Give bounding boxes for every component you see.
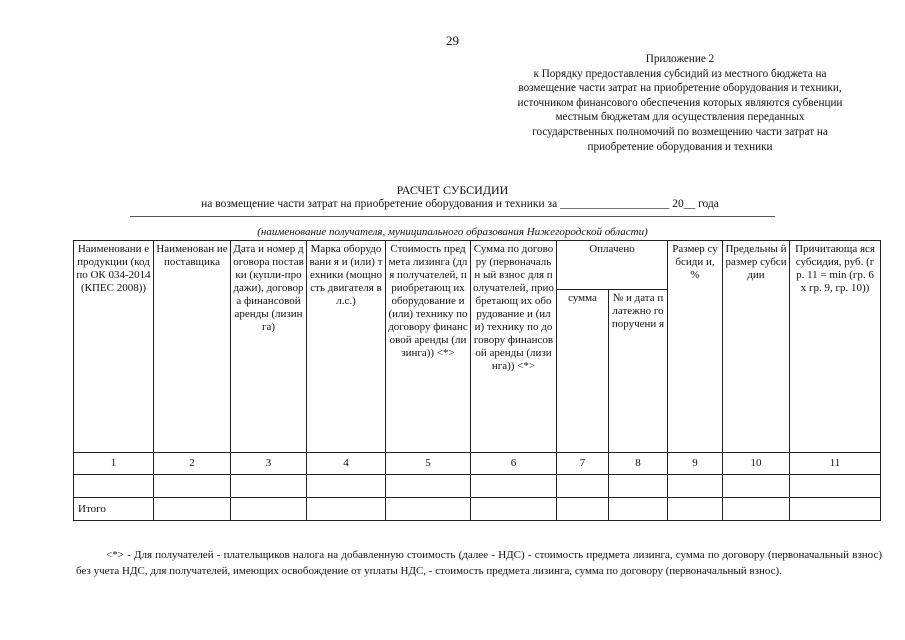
header-brand: Марка оборудовани я и (или) техники (мощность двигателя в л.с.) — [307, 241, 386, 453]
column-number: 5 — [386, 453, 471, 475]
table-cell — [471, 498, 557, 521]
column-number: 6 — [471, 453, 557, 475]
header-lease-cost: Стоимость предмета лизинга (для получателей, приобретающ их оборудование и (или) технику по договору финансовой аренды (лизинга)) <*> — [386, 241, 471, 453]
header-due-subsidy: Причитающа яся субсидия, руб. (гр. 11 = min (гр. 6 x гр. 9, гр. 10)) — [790, 241, 881, 453]
table-cell — [557, 498, 609, 521]
table-cell — [74, 475, 154, 498]
document-subtitle: на возмещение части затрат на приобретение оборудования и техники за ___________________ 20__ года — [201, 198, 719, 210]
table-cell — [386, 475, 471, 498]
appendix-line: государственных полномочий по возмещению части затрат на — [532, 125, 828, 138]
column-number: 7 — [557, 453, 609, 475]
appendix-line: Приложение 2 — [645, 53, 715, 65]
table-cell — [668, 498, 723, 521]
header-row — [74, 241, 881, 290]
table-cell — [609, 475, 668, 498]
column-number: 9 — [668, 453, 723, 475]
table-cell — [154, 498, 231, 521]
header-max-subsidy: Предельны й размер субсидии — [723, 241, 790, 453]
header-paid: Оплачено — [557, 241, 668, 290]
column-number-row — [74, 453, 881, 475]
table-cell — [668, 475, 723, 498]
table-cell — [307, 475, 386, 498]
subsidy-table — [73, 240, 881, 521]
table-cell — [154, 475, 231, 498]
appendix-header — [470, 52, 890, 154]
appendix-line: к Порядку предоставления субсидий из местного бюджета на — [533, 67, 827, 80]
header-product: Наименовани е продукции (код по ОК 034-2014 (КПЕС 2008)) — [74, 241, 154, 453]
column-number: 4 — [307, 453, 386, 475]
document-title: РАСЧЕТ СУБСИДИИ — [396, 183, 509, 197]
header-paid-sum: сумма — [557, 290, 609, 453]
table-cell — [790, 475, 881, 498]
appendix-line: местным бюджетам для осуществления переданных — [555, 111, 805, 124]
table-cell — [723, 475, 790, 498]
table-cell — [307, 498, 386, 521]
column-number: 3 — [231, 453, 307, 475]
recipient-line — [130, 216, 775, 217]
table-cell — [723, 498, 790, 521]
table-cell — [790, 498, 881, 521]
column-number: 8 — [609, 453, 668, 475]
column-number: 1 — [74, 453, 154, 475]
table-cell — [471, 475, 557, 498]
footnote: <*> - Для получателей - плательщиков налога на добавленную стоимость (далее - НДС) - стоимость предмета лизинга, сумма по договору (первоначальный взнос) без учета НДС, для получателей, имеющих освобождение от уплаты НДС, - стоимость предмета лизинга, сумма по договору (первоначальный взнос). — [76, 549, 882, 577]
appendix-line: приобретение оборудования и техники — [587, 140, 773, 153]
column-number: 10 — [723, 453, 790, 475]
recipient-caption: (наименование получателя, муниципального образования Нижегородской области) — [257, 226, 648, 238]
table-cell — [609, 498, 668, 521]
header-contract-sum: Сумма по договору (первоначальн ый взнос для получателей, приобретающ их оборудование и (или) технику по договору финансовой аренды (лизинга)) <*> — [471, 241, 557, 453]
total-label: Итого — [74, 498, 154, 521]
table-cell — [231, 475, 307, 498]
header-contract: Дата и номер договора поставки (купли-продажи), договора финансовой аренды (лизинга) — [231, 241, 307, 453]
appendix-line: источником финансового обеспечения которых являются субвенции — [517, 96, 843, 109]
table-cell — [557, 475, 609, 498]
table-cell — [231, 498, 307, 521]
total-row — [74, 498, 881, 521]
page-number: 29 — [446, 33, 459, 48]
header-subsidy-rate: Размер субсиди и, % — [668, 241, 723, 453]
appendix-line: возмещение части затрат на приобретение оборудования и техники, — [518, 82, 842, 95]
table-cell — [386, 498, 471, 521]
header-paid-doc: № и дата платежно го поручени я — [609, 290, 668, 453]
column-number: 11 — [790, 453, 881, 475]
header-supplier: Наименован ие поставщика — [154, 241, 231, 453]
column-number: 2 — [154, 453, 231, 475]
table-row — [74, 475, 881, 498]
